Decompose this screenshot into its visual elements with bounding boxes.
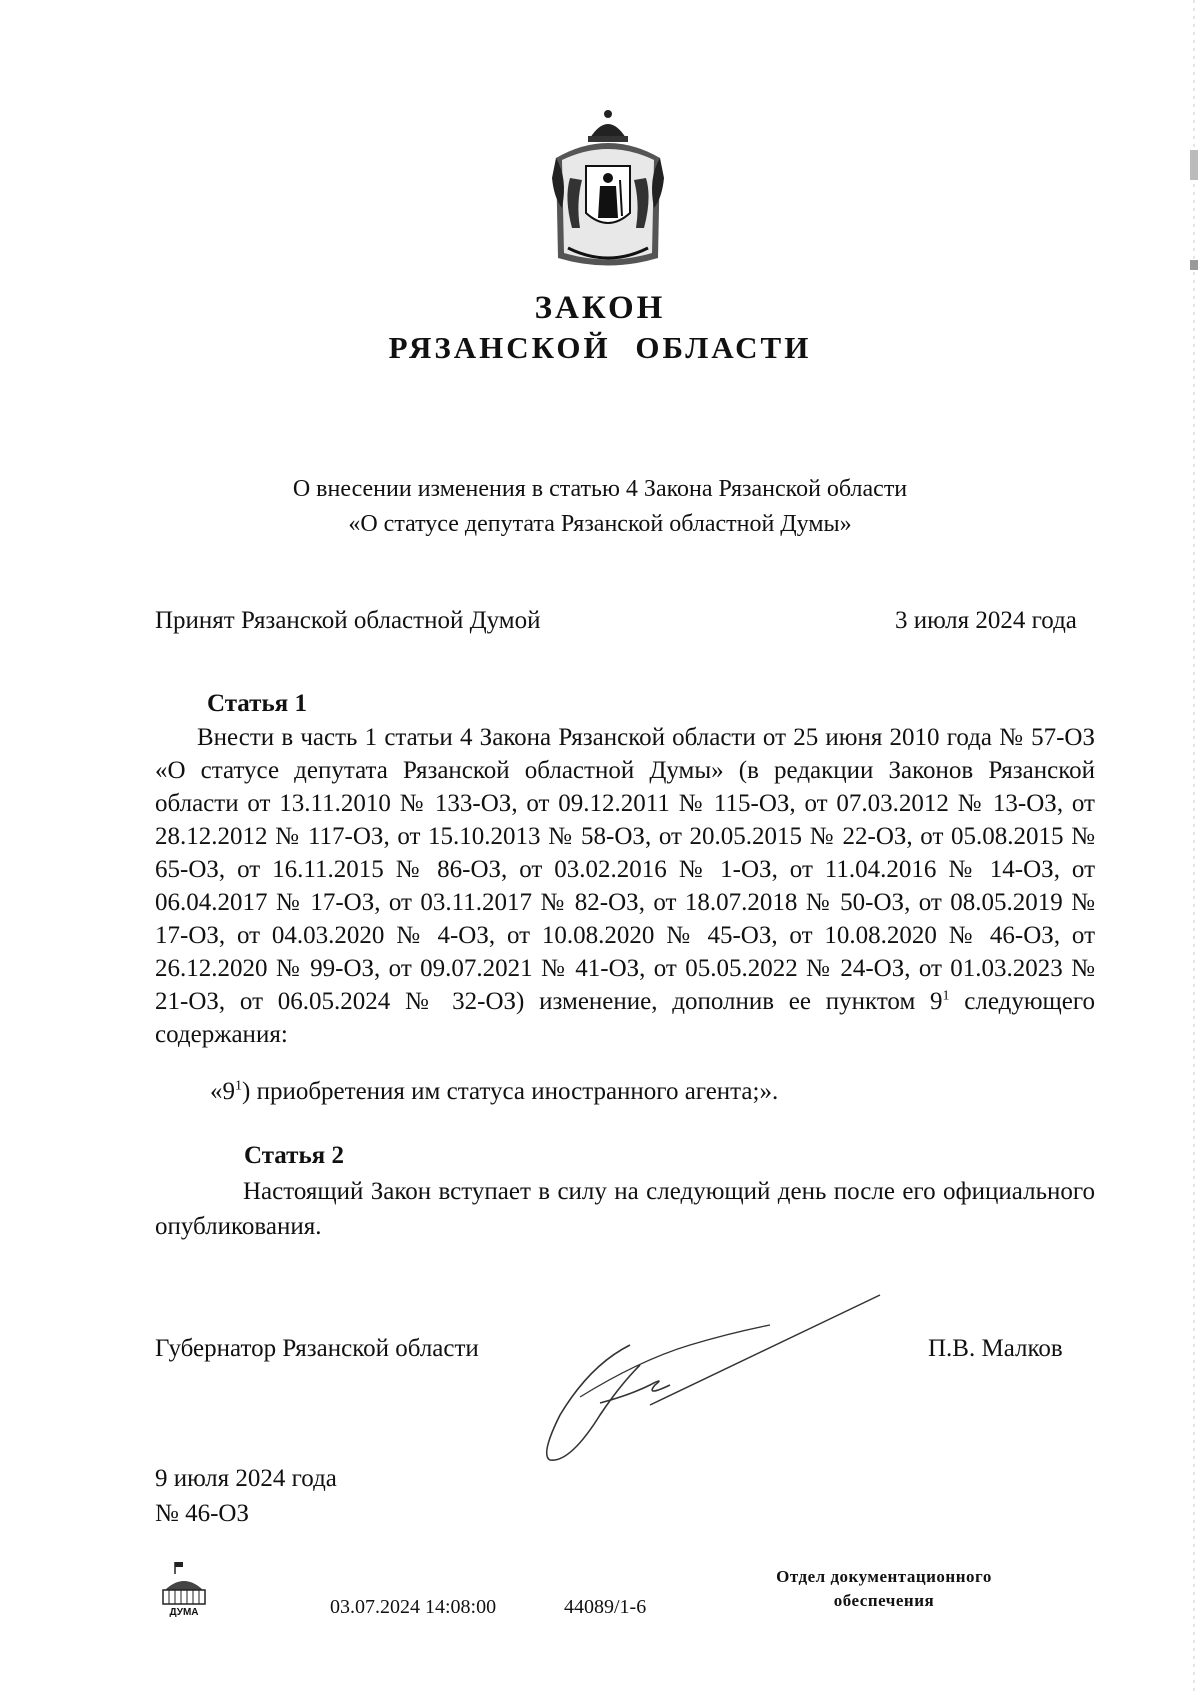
article-1-text: Внести в часть 1 статьи 4 Закона Рязанской области от 25 июня 2010 года № 57-ОЗ «О статусе депутата Рязанской областной Думы» (в редакции Законов Рязанской области от 13.11.2010 № 133-ОЗ, от 09.12.2011 № 115-ОЗ, от 07.03.2012 № 13-ОЗ, от 28.12.2012 № 117-ОЗ, от 15.10.2013 № 58-ОЗ, от 20.05.2015 № 22-ОЗ, от 05.08.2015 № 65-ОЗ, от 16.11.2015 № 86-ОЗ, от 03.02.2016 № 1-ОЗ, от 11.04.2016 № 14-ОЗ, от 06.04.2017 № 17-ОЗ, от 03.11.2017 № 82-ОЗ, от 18.07.2018 № 50-ОЗ, от 08.05.2019 № 17-ОЗ, от 04.03.2020 № 4-ОЗ, от 10.08.2020 № 45-ОЗ, от 10.08.2020 № 46-ОЗ, от 26.12.2020 № 99-ОЗ, от 09.07.2021 № 41-ОЗ, от 05.05.2022 № 24-ОЗ, от 01.03.2023 № 21-ОЗ, от 06.05.2024 № 32-ОЗ) изменение, дополнив ее пунктом 9 (155, 724, 1095, 1015)
department-stamp (744, 1565, 1024, 1613)
law-subject-line2: «О статусе депутата Рязанской областной Думы» (348, 511, 852, 537)
law-subject-line1: О внесении изменения в статью 4 Закона Рязанской области (292, 476, 908, 502)
quote-open: «9 (210, 1078, 235, 1105)
handwritten-signature (530, 1285, 900, 1475)
quote-text: ) приобретения им статуса иностранного агента;». (242, 1078, 779, 1105)
registration-number: 44089/1-6 (564, 1596, 647, 1618)
adopted-by: Принят Рязанской областной Думой (155, 607, 541, 634)
governor-title: Губернатор Рязанской области (155, 1335, 479, 1362)
registration-timestamp: 03.07.2024 14:08:00 (330, 1596, 497, 1618)
duma-logo-icon (155, 1560, 213, 1620)
quote-superscript: 1 (235, 1078, 242, 1094)
article-1-text-end: следующего содержания: (155, 988, 1095, 1048)
article-1-superscript: 1 (942, 988, 950, 1004)
duma-logo-text: ДУМА (169, 1607, 199, 1618)
scan-edge-artifact (1186, 0, 1200, 1695)
stamp-line-1: Отдел документационного (776, 1567, 992, 1586)
adoption-date: 3 июля 2024 года (895, 607, 1077, 634)
article-1-quote (210, 1078, 778, 1106)
article-1-body (155, 721, 1095, 1051)
article-2-body: Настоящий Закон вступает в силу на следующий день после его официального опубликования. (155, 1178, 1095, 1240)
document-title-region: РЯЗАНСКОЙ ОБЛАСТИ (388, 330, 812, 365)
law-subject (0, 472, 1200, 542)
governor-name: П.В. Малков (928, 1335, 1063, 1362)
document-title: ЗАКОН (534, 290, 666, 326)
law-date: 9 июля 2024 года (155, 1465, 337, 1492)
article-1-heading: Статья 1 (207, 690, 307, 717)
coat-of-arms-emblem (548, 108, 668, 273)
article-2-heading: Статья 2 (244, 1142, 344, 1169)
law-number: № 46-ОЗ (155, 1500, 250, 1527)
stamp-line-2: обеспечения (833, 1591, 935, 1610)
